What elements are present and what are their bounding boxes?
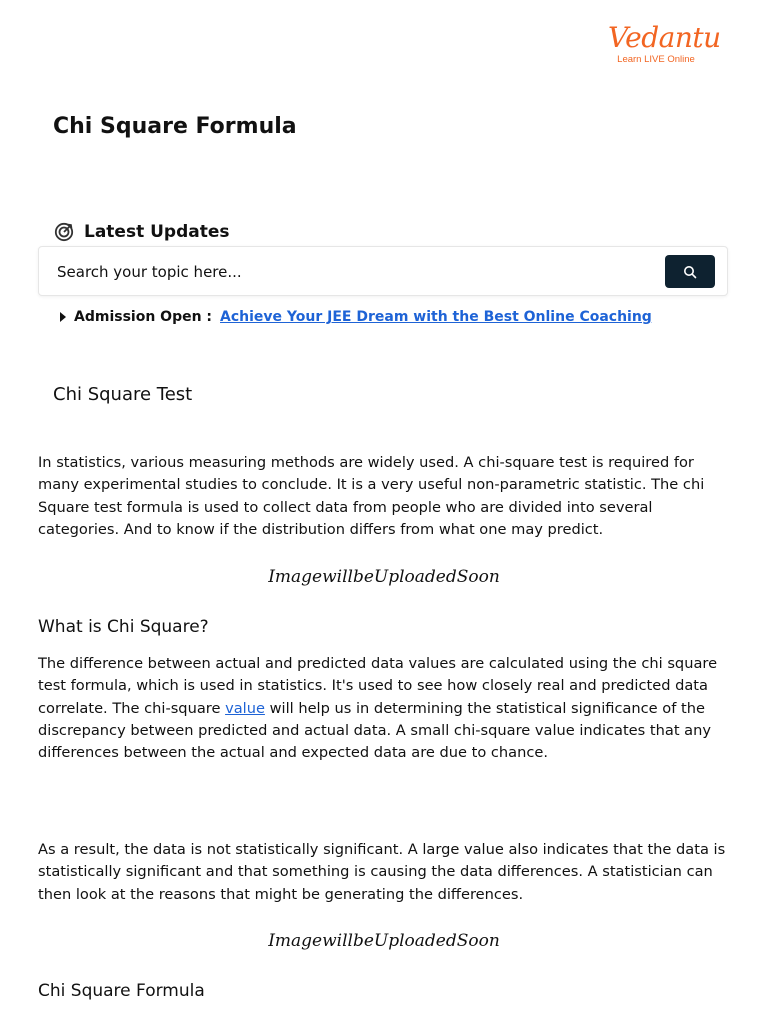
latest-updates-label: Latest Updates [84,222,230,242]
value-link[interactable]: value [225,699,265,717]
paragraph-intro: In statistics, various measuring methods are widely used. A chi-square test is required for many experimental studies to conclude. It is a very useful non-parametric statistic. The chi Square test formula is used to collect data from people who are divided into several categories. And to know if the distribution differs from what one may predict. [38,454,705,538]
vedantu-logo[interactable] [608,21,721,66]
logo-tagline: Learn LIVE Online [617,54,695,65]
image-placeholder: ImagewillbeUploadedSoon [268,931,500,951]
page-title: Chi Square Formula [53,114,297,139]
admission-label: Admission Open : [74,309,213,325]
image-placeholder: ImagewillbeUploadedSoon [268,567,500,587]
search-input[interactable] [55,259,619,285]
paragraph-definition [38,653,733,764]
paragraph-text: will help us in determining the statistical significance of the discrepancy between predicted and actual data. A small chi-square value indicates that any differences between the actual and expected data are due to chance. [38,699,712,762]
admission-banner [60,309,652,325]
section-title-what-is-chi-square: What is Chi Square? [38,617,209,637]
target-icon [54,222,74,242]
caret-right-icon [60,312,66,322]
search-bar [38,246,728,296]
search-icon [683,265,697,279]
section-title-chi-square-formula: Chi Square Formula [38,981,205,1001]
admission-link[interactable]: Achieve Your JEE Dream with the Best Online Coaching [220,309,652,325]
paragraph-text: The difference between actual and predicted data values are calculated using the chi square test formula, which is used in statistics. It's used to see how closely real and predicted data correlate. The chi-square [38,655,718,717]
latest-updates-header [54,222,230,242]
paragraph-significance: As a result, the data is not statistically significant. A large value also indicates that the data is statistically significant and that something is causing the data differences. A statistician can then look at the reasons that might be generating the differences. [38,841,726,903]
search-button[interactable] [665,255,715,288]
logo-wordmark: Vedantu [608,21,721,54]
section-title-chi-square-test: Chi Square Test [53,384,193,405]
